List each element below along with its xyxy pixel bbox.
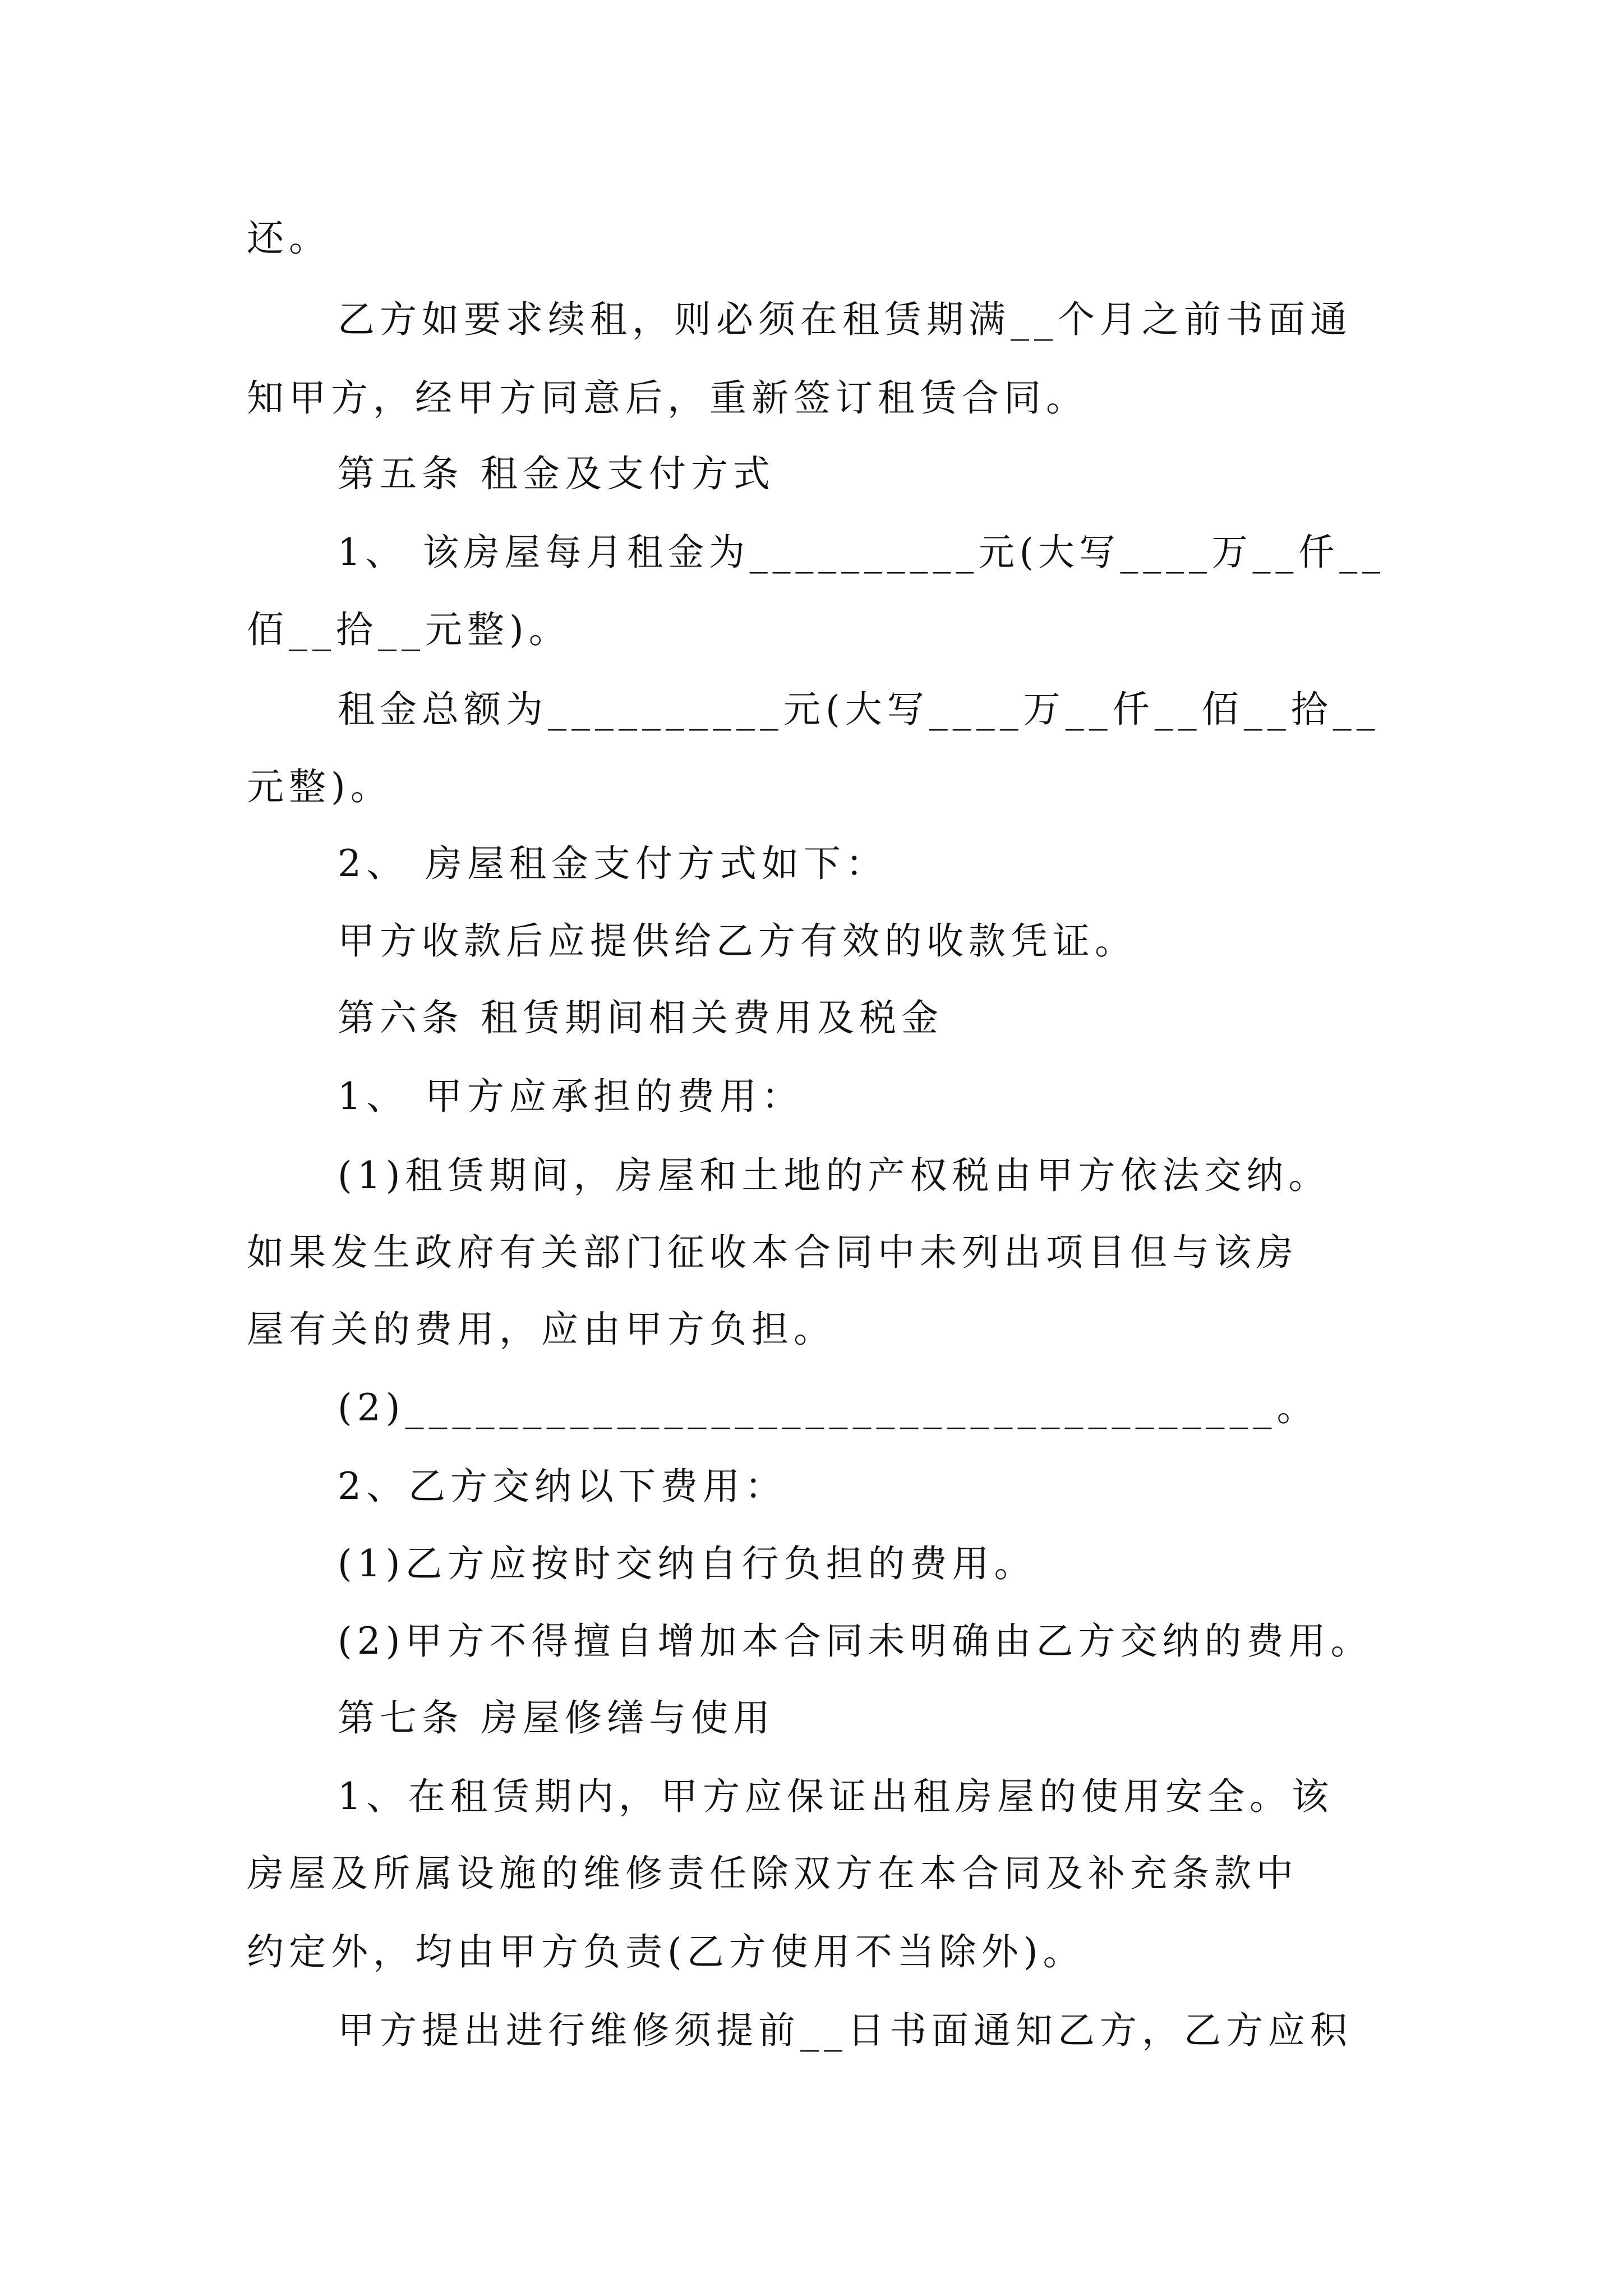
text-line: 1、 该房屋每月租金为__________元(大写____万__仟__	[338, 531, 1385, 574]
text-line: (1)乙方应按时交纳自行负担的费用。	[338, 1542, 1036, 1585]
text-line: 还。	[247, 217, 331, 260]
text-line: 租金总额为__________元(大写____万__仟__佰__拾__	[338, 688, 1380, 731]
section-heading: 第六条 租赁期间相关费用及税金	[338, 996, 943, 1039]
text-line: 房屋及所属设施的维修责任除双方在本合同及补充条款中	[247, 1852, 1298, 1895]
text-line: 甲方提出进行维修须提前__日书面通知乙方，乙方应积	[338, 2009, 1352, 2052]
section-heading: 第七条 房屋修缮与使用	[338, 1696, 775, 1740]
text-line: (2)_____________________________________。	[338, 1386, 1319, 1429]
text-line: 2、乙方交纳以下费用：	[338, 1465, 787, 1508]
text-line: 如果发生政府有关部门征收本合同中未列出项目但与该房	[247, 1231, 1298, 1274]
text-line: 知甲方，经甲方同意后，重新签订租赁合同。	[247, 376, 1088, 420]
text-line: 1、在租赁期内，甲方应保证出租房屋的使用安全。该	[338, 1775, 1334, 1818]
text-line: (1)租赁期间，房屋和土地的产权税由甲方依法交纳。	[338, 1154, 1331, 1197]
text-line: 2、 房屋租金支付方式如下：	[338, 842, 888, 885]
text-line: 屋有关的费用，应由甲方负担。	[247, 1308, 836, 1351]
text-line: 约定外，均由甲方负责(乙方使用不当除外)。	[247, 1930, 1085, 1973]
text-line: 甲方收款后应提供给乙方有效的收款凭证。	[338, 919, 1137, 963]
text-line: 乙方如要求续租，则必须在租赁期满__个月之前书面通	[338, 298, 1352, 341]
text-line: 1、 甲方应承担的费用：	[338, 1075, 804, 1118]
text-line: 佰__拾__元整)。	[247, 608, 571, 651]
text-line: (2)甲方不得擅自增加本合同未明确由乙方交纳的费用。	[338, 1619, 1373, 1663]
section-heading: 第五条 租金及支付方式	[338, 452, 775, 495]
text-line: 元整)。	[247, 765, 393, 808]
